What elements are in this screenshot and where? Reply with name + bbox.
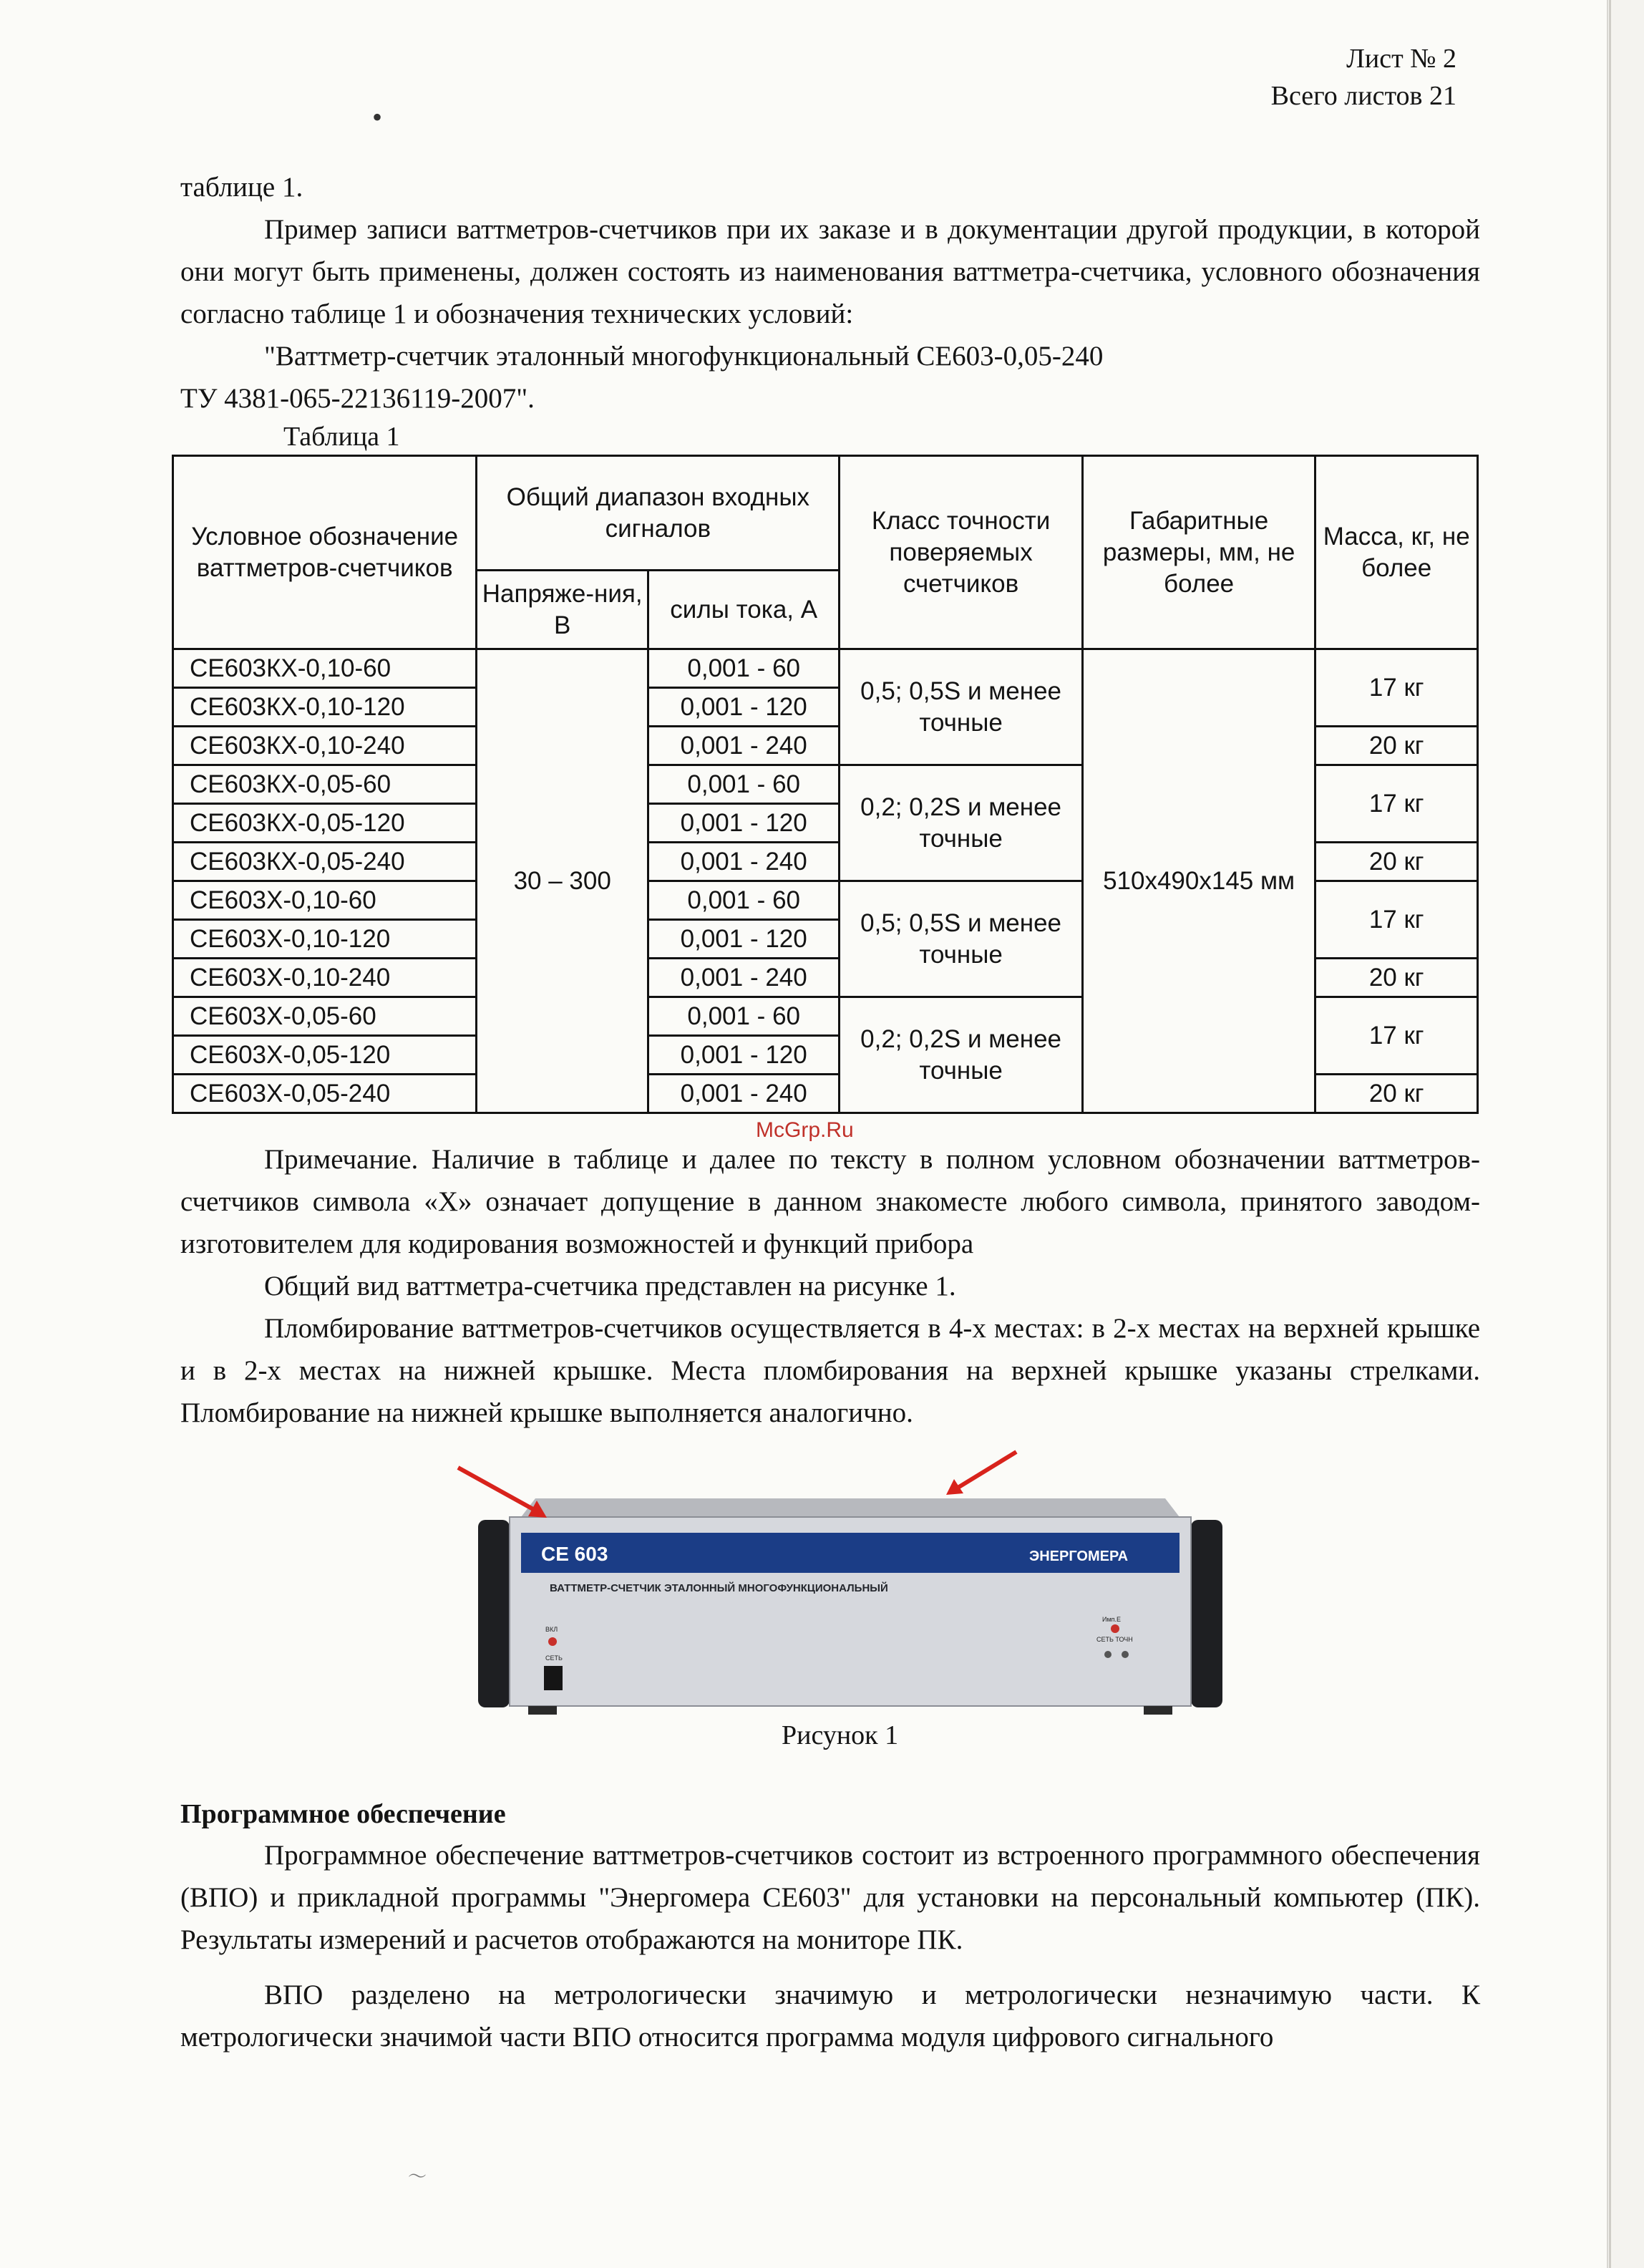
row-current: 0,001 - 120 (648, 1036, 840, 1075)
row-name: СЕ603КХ-0,05-240 (173, 843, 477, 881)
mass-cell: 17 кг (1315, 649, 1478, 727)
row-name: СЕ603КХ-0,05-60 (173, 765, 477, 804)
panel-title: ВАТТМЕТР-СЧЕТЧИК ЭТАЛОННЫЙ МНОГОФУНКЦИОНАЛЬНЫЙ (550, 1582, 888, 1594)
right-rack-handle (1191, 1520, 1222, 1707)
right-arrow-line (955, 1452, 1016, 1489)
table-caption: Таблица 1 (283, 422, 400, 452)
speck: • (372, 101, 383, 133)
header-range: Общий диапазон входных сигналов (477, 456, 840, 571)
brand-label: ЭНЕРГОМЕРА (1029, 1549, 1129, 1564)
software-heading: Программное обеспечение (180, 1799, 506, 1829)
spec-table (172, 455, 1479, 1114)
para-sealing: Пломбирование ваттметров-счетчиков осуществляется в 4-х местах: в 2-х местах на верхней крышке и в 2-х местах на нижней крышке. Места пломбирования на верхней крышке указаны стрелками. Пломбирование на нижней крышке выполняется аналогично. (180, 1313, 1480, 1428)
row-current: 0,001 - 120 (648, 920, 840, 959)
sheet-number: Лист № 2 (1346, 44, 1456, 74)
left-ind-label2: СЕТЬ (545, 1654, 563, 1662)
row-name: СЕ603КХ-0,10-60 (173, 649, 477, 688)
row-name: СЕ603КХ-0,10-240 (173, 727, 477, 765)
row-current: 0,001 - 240 (648, 1075, 840, 1113)
right-ind-label: Имп.Е (1102, 1616, 1122, 1623)
device-figure (478, 1491, 1222, 1717)
row-current: 0,001 - 240 (648, 843, 840, 881)
connector-2 (1122, 1651, 1129, 1658)
mass-cell: 20 кг (1315, 959, 1478, 997)
row-current: 0,001 - 240 (648, 959, 840, 997)
order-example-line2: ТУ 4381-065-22136119-2007". (180, 383, 535, 414)
connector-1 (1104, 1651, 1112, 1658)
voltage-range: 30 – 300 (477, 649, 648, 1113)
row-current: 0,001 - 240 (648, 727, 840, 765)
header-voltage: Напряже-ния, В (477, 571, 648, 649)
row-name: СЕ603Х-0,10-240 (173, 959, 477, 997)
accuracy-group-1: 0,5; 0,5S и менее точные (840, 649, 1082, 765)
right-ind-label2: СЕТЬ ТОЧН (1096, 1636, 1133, 1643)
para-software-2: ВПО разделено на метрологически значимую и метрологически незначимую части. К метрологически значимой части ВПО относится программа модуля цифрового сигнального (180, 1979, 1480, 2053)
row-name: СЕ603КХ-0,05-120 (173, 804, 477, 843)
row-current: 0,001 - 60 (648, 649, 840, 688)
page-edge (1609, 0, 1611, 2268)
left-ind-label: ВКЛ (545, 1626, 558, 1633)
total-sheets: Всего листов 21 (1270, 81, 1456, 111)
notes-text (180, 1138, 1480, 1434)
left-rack-handle (478, 1520, 510, 1707)
accuracy-group-3: 0,5; 0,5S и менее точные (840, 881, 1082, 997)
seal-arrows (451, 1446, 1038, 1525)
mass-cell: 20 кг (1315, 1075, 1478, 1113)
header-current: силы тока, А (648, 571, 840, 649)
para-order-example: Пример записи ваттметров-счетчиков при их заказе и в документации другой продукции, в которой они могут быть применены, должен состоять из наименования ваттметра-счетчика, условного обозначения согласно таблице 1 и обозначения технических условий: (180, 214, 1480, 329)
row-name: СЕ603Х-0,05-240 (173, 1075, 477, 1113)
row-current: 0,001 - 120 (648, 688, 840, 727)
row-current: 0,001 - 120 (648, 804, 840, 843)
accuracy-group-2: 0,2; 0,2S и менее точные (840, 765, 1082, 881)
foot-left (528, 1706, 557, 1715)
header-accuracy: Класс точности поверяемых счетчиков (840, 456, 1082, 649)
scan-mark: ～ (408, 2166, 427, 2187)
foot-right (1144, 1706, 1172, 1715)
software-text (180, 1834, 1480, 2058)
para-software-1: Программное обеспечение ваттметров-счетчиков состоит из встроенного программного обеспечения (ВПО) и прикладной программы "Энергомера СЕ603" для установки на персональный компьютер (ПК). Результаты измерений и расчетов отображаются на мониторе ПК. (180, 1840, 1480, 1955)
row-name: СЕ603КХ-0,10-120 (173, 688, 477, 727)
row-name: СЕ603Х-0,10-120 (173, 920, 477, 959)
left-arrow-line (458, 1468, 538, 1512)
row-name: СЕ603Х-0,05-60 (173, 997, 477, 1036)
order-example-line1: "Ваттметр-счетчик эталонный многофункциональный СЕ603-0,05-240 (264, 341, 1104, 372)
watermark: McGrp.Ru (756, 1118, 854, 1142)
mass-cell: 20 кг (1315, 843, 1478, 881)
power-switch (544, 1666, 563, 1690)
row-name: СЕ603Х-0,10-60 (173, 881, 477, 920)
model-label: СЕ 603 (541, 1543, 608, 1565)
row-current: 0,001 - 60 (648, 765, 840, 804)
row-current: 0,001 - 60 (648, 881, 840, 920)
row-name: СЕ603Х-0,05-120 (173, 1036, 477, 1075)
para-table-ref: таблице 1. (180, 172, 303, 203)
dimensions-value: 510х490х145 мм (1082, 649, 1315, 1113)
para-general-view: Общий вид ваттметра-счетчика представлен на рисунке 1. (264, 1271, 956, 1302)
row-current: 0,001 - 60 (648, 997, 840, 1036)
mass-cell: 17 кг (1315, 881, 1478, 959)
header-dimensions: Габаритные размеры, мм, не более (1082, 456, 1315, 649)
left-indicator-led (548, 1637, 557, 1646)
intro-text (180, 166, 1480, 420)
para-note: Примечание. Наличие в таблице и далее по тексту в полном условном обозначении ваттметров-счетчиков символа «Х» означает допущение в данном знакоместе любого символа, принятого заводом-изготовителем для кодирования возможностей и функций прибора (180, 1144, 1480, 1259)
figure-caption: Рисунок 1 (782, 1720, 899, 1750)
right-indicator-led (1111, 1624, 1119, 1633)
mass-cell: 17 кг (1315, 997, 1478, 1075)
accuracy-group-4: 0,2; 0,2S и менее точные (840, 997, 1082, 1113)
mass-cell: 17 кг (1315, 765, 1478, 843)
header-designation: Условное обозначение ваттметров-счетчиков (173, 456, 477, 649)
mass-cell: 20 кг (1315, 727, 1478, 765)
header-mass: Масса, кг, не более (1315, 456, 1478, 649)
